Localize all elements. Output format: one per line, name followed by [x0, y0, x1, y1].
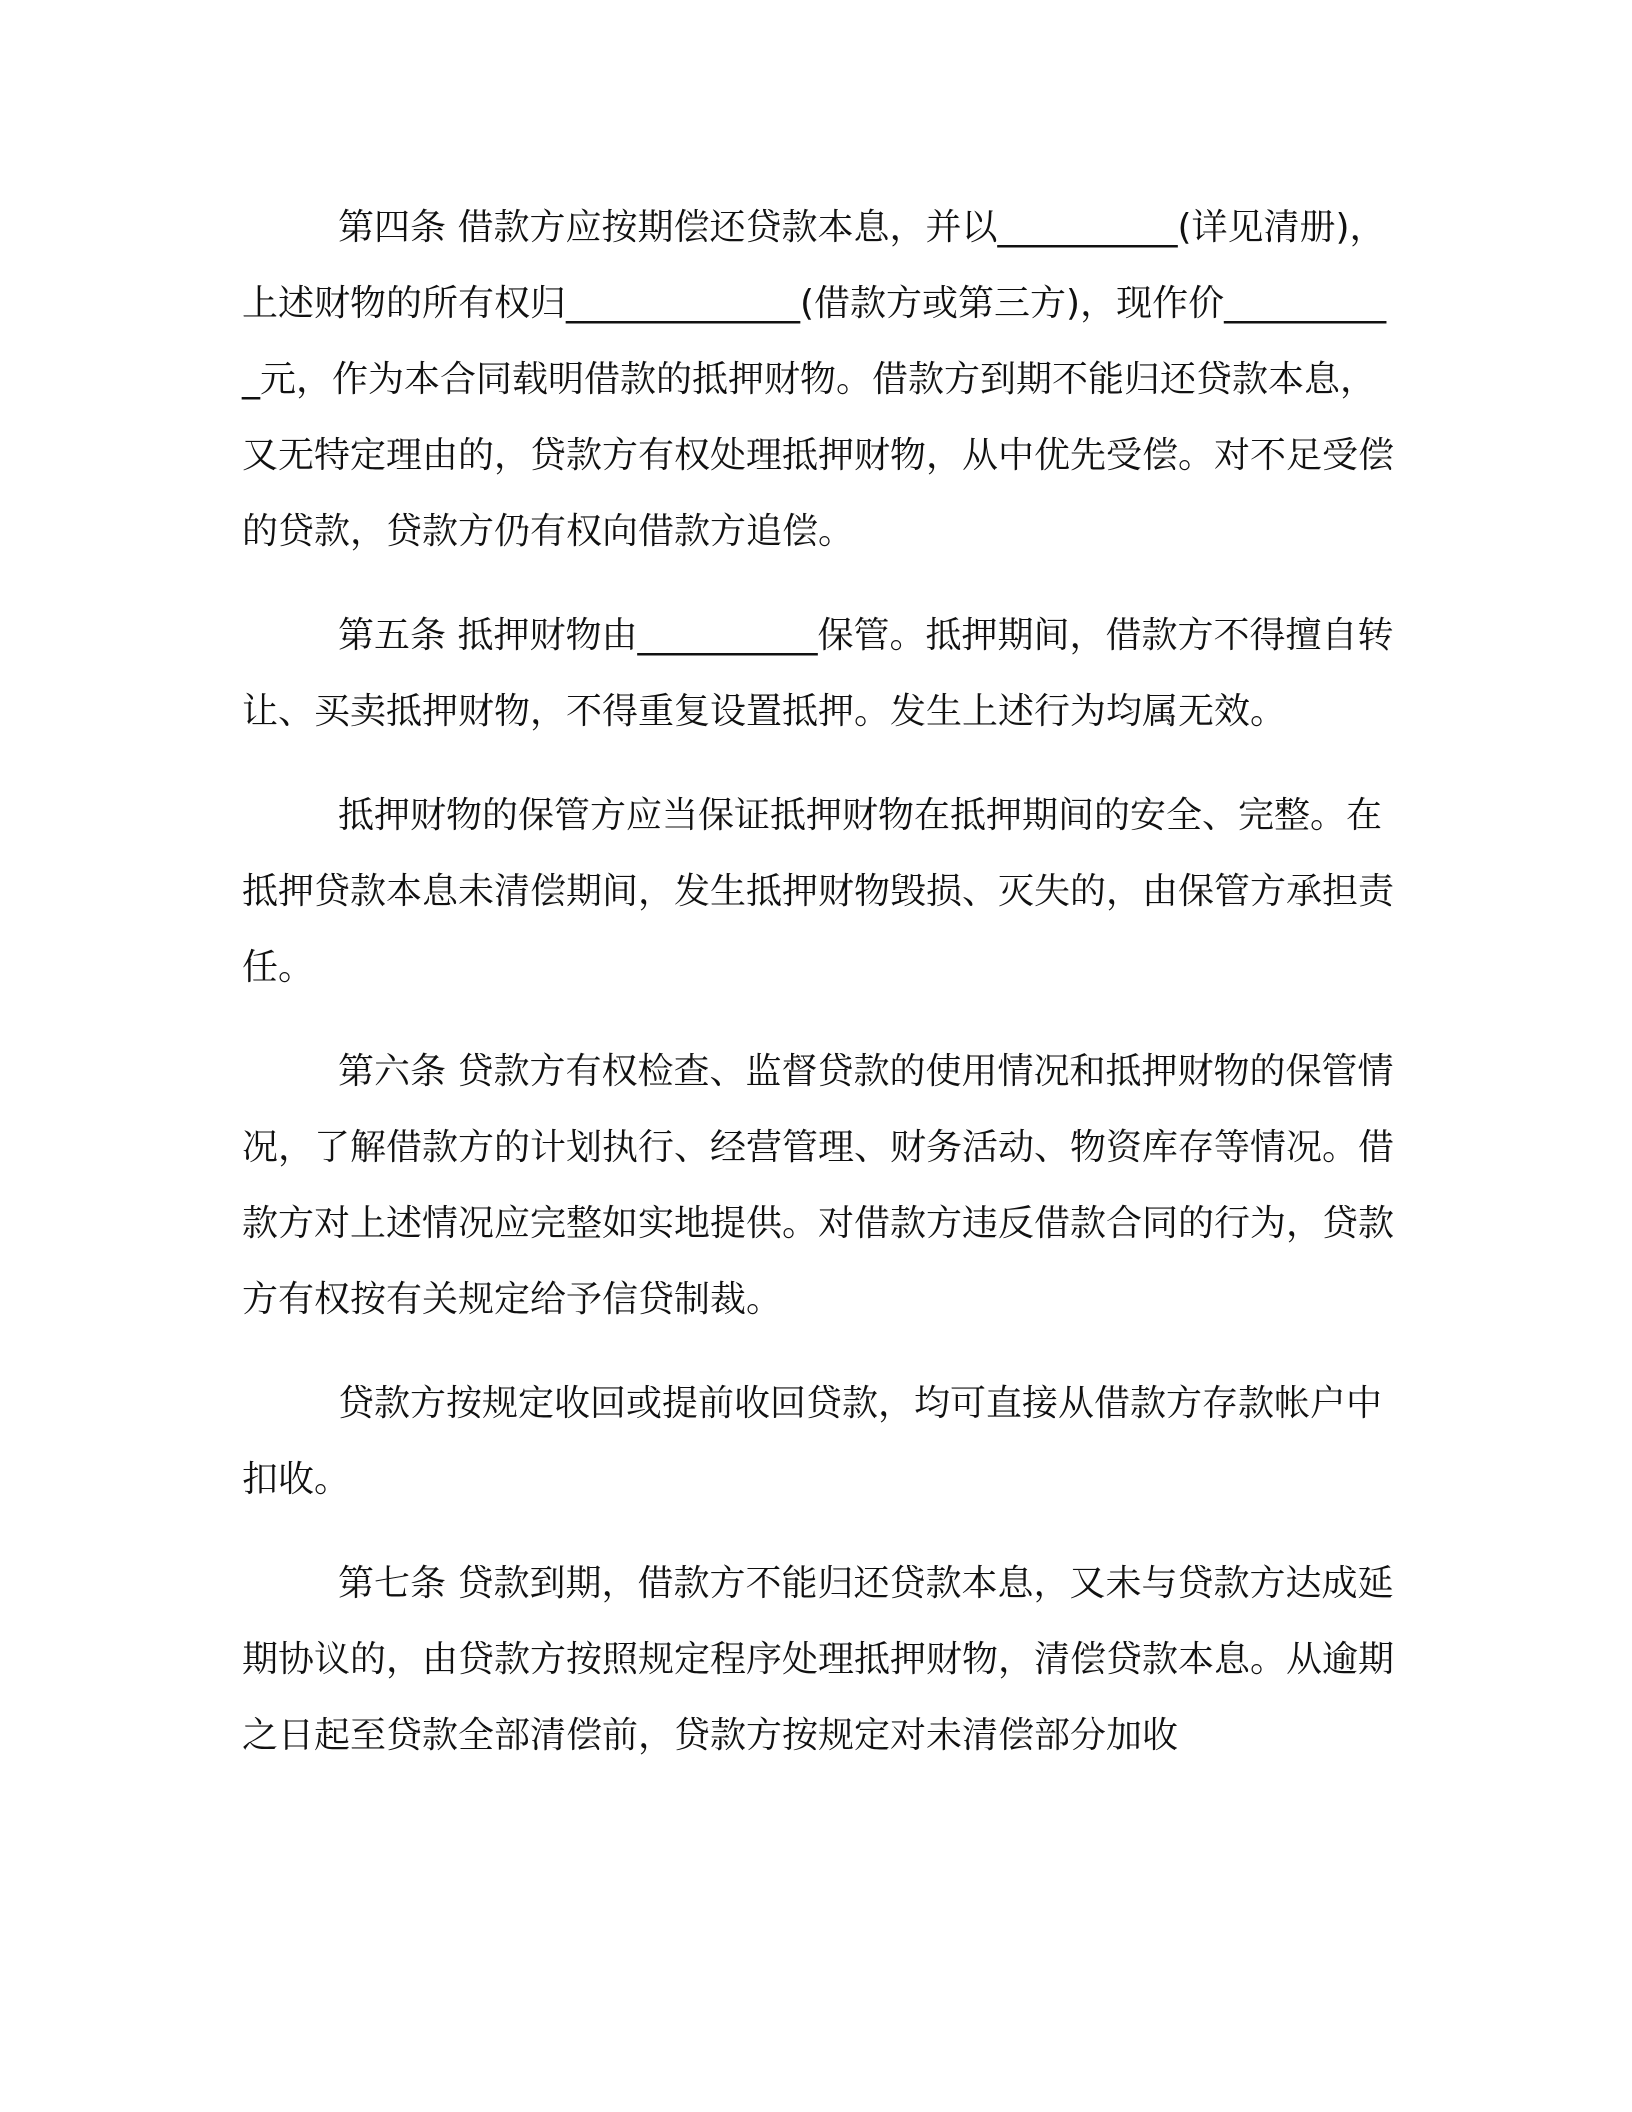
loan-recovery-paragraph: 贷款方按规定收回或提前收回贷款，均可直接从借款方存款帐户中扣收。	[242, 1383, 1383, 1500]
article-5-paragraph: 第五条 抵押财物由__________保管。抵押期间，借款方不得擅自转让、买卖抵押财物，不得重复设置抵押。发生上述行为均属无效。	[242, 615, 1394, 732]
document-body	[242, 190, 1402, 1774]
custody-responsibility-paragraph: 抵押财物的保管方应当保证抵押财物在抵押期间的安全、完整。在抵押贷款本息未清偿期间，发生抵押财物毁损、灭失的，由保管方承担责任。	[242, 795, 1395, 988]
article-4-paragraph: 第四条 借款方应按期偿还贷款本息，并以__________(详见清册)，上述财物的所有权归_____________(借款方或第三方)，现作价__________元，作为本合同载明借款的抵押财物。借款方到期不能归还贷款本息，又无特定理由的，贷款方有权处理抵押财物，从中优先受偿。对不足受偿的贷款，贷款方仍有权向借款方追偿。	[242, 207, 1395, 552]
article-7-paragraph: 第七条 贷款到期，借款方不能归还贷款本息，又未与贷款方达成延期协议的，由贷款方按照规定程序处理抵押财物，清偿贷款本息。从逾期之日起至贷款全部清偿前，贷款方按规定对未清偿部分加收	[242, 1563, 1395, 1756]
article-6-paragraph: 第六条 贷款方有权检查、监督贷款的使用情况和抵押财物的保管情况，了解借款方的计划执行、经营管理、财务活动、物资库存等情况。借款方对上述情况应完整如实地提供。对借款方违反借款合同的行为，贷款方有权按有关规定给予信贷制裁。	[242, 1051, 1395, 1320]
